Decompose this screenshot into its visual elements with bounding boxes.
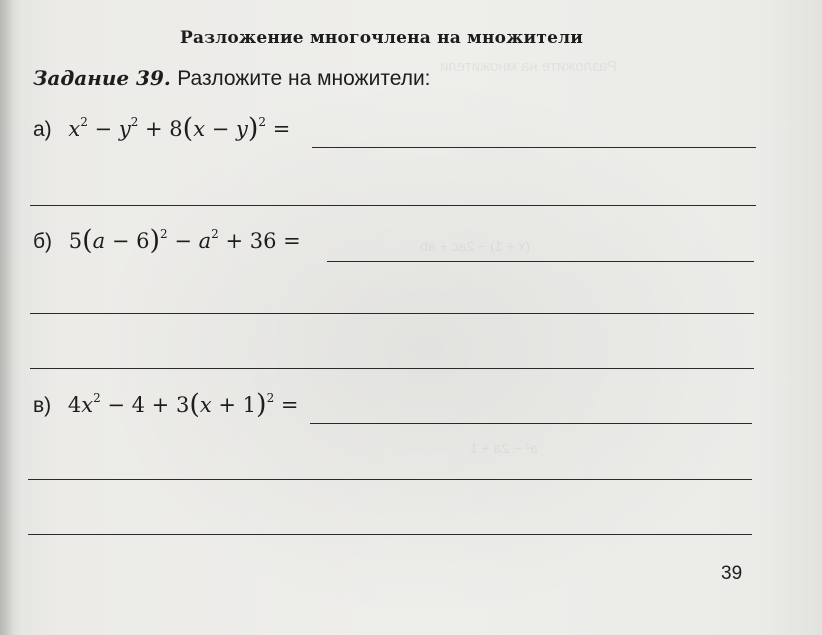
- problem-a: [33, 113, 291, 144]
- task-number: Задание 39.: [33, 66, 171, 90]
- show-through-text: a² − 2a + 1: [470, 440, 538, 456]
- answer-line[interactable]: [310, 423, 752, 424]
- problem-b-letter: б): [33, 230, 53, 253]
- answer-line[interactable]: [312, 147, 756, 148]
- answer-line[interactable]: [28, 534, 752, 535]
- problem-a-letter: а): [33, 118, 52, 141]
- problem-b: [33, 225, 301, 256]
- task-statement: [33, 66, 431, 91]
- page-heading: Разложение многочлена на множители: [180, 28, 584, 48]
- problem-c-letter: в): [33, 394, 52, 417]
- show-through-text: (x + 1) − 2ac + ab: [420, 238, 531, 254]
- problem-c: [33, 389, 299, 420]
- problem-a-expression: $x^2 - y^2 + 8(x - y)^2$ =: [68, 113, 291, 144]
- page-number: 39: [721, 563, 743, 584]
- answer-line[interactable]: [30, 368, 754, 369]
- task-instruction: Разложите на множители:: [177, 67, 431, 90]
- answer-line[interactable]: [30, 313, 754, 314]
- answer-line[interactable]: [30, 205, 756, 206]
- problem-c-expression: $4x^2 - 4 + 3(x + 1)^2$ =: [67, 389, 299, 420]
- answer-line[interactable]: [327, 261, 754, 262]
- problem-b-expression: $5(a - 6)^2 - a^2 + 36$ =: [68, 225, 301, 256]
- answer-line[interactable]: [28, 479, 752, 480]
- show-through-text: Разложите на множители: [440, 58, 617, 75]
- page-binding-shadow: [0, 0, 14, 635]
